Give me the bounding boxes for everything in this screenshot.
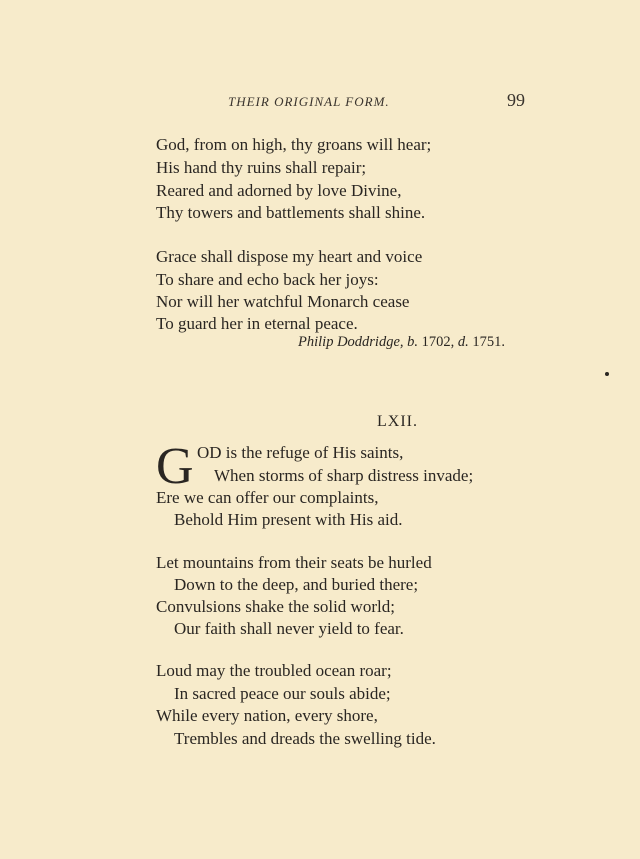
poem1-stanza2-line2: To share and echo back her joys:	[156, 270, 379, 289]
poem2-stanza3-line3: While every nation, every shore,	[156, 706, 378, 725]
poem1-stanza1-line4: Thy towers and battlements shall shine.	[156, 203, 426, 222]
poem2-stanza2-line2: Down to the deep, and buried there;	[174, 575, 419, 594]
poem1-stanza1-line1: God, from on high, thy groans will hear;	[156, 135, 432, 154]
poem2-stanza1-line4: Behold Him present with His aid.	[174, 510, 403, 529]
poem2-stanza2-line4: Our faith shall never yield to fear.	[174, 619, 404, 638]
hymn-number: LXII.	[377, 413, 418, 430]
poem2-stanza3-line4: Trembles and dreads the swelling tide.	[174, 729, 436, 748]
poem1-stanza1-line2: His hand thy ruins shall repair;	[156, 158, 367, 177]
ink-speck	[605, 372, 609, 376]
attribution-born-label: b.	[407, 334, 419, 350]
poem2-stanza3-line1: Loud may the troubled ocean roar;	[156, 661, 392, 680]
poem1-stanza2-line3: Nor will her watchful Monarch cease	[156, 292, 410, 311]
poem1-stanza2-line1: Grace shall dispose my heart and voice	[156, 247, 423, 266]
poem2-stanza1-line1: OD is the refuge of His saints,	[197, 443, 404, 462]
page-number: 99	[507, 90, 525, 110]
attribution-born-year: 1702,	[421, 334, 455, 350]
poem2-stanza2-line1: Let mountains from their seats be hurled	[156, 553, 432, 572]
poem2-stanza1-line2: When storms of sharp distress invade;	[214, 466, 474, 485]
drop-cap: G	[156, 438, 194, 495]
attribution-author: Philip Doddridge,	[298, 334, 404, 350]
poem2-stanza1-line3: Ere we can offer our complaints,	[156, 488, 379, 507]
attribution-died-year: 1751.	[472, 334, 506, 350]
attribution	[298, 334, 505, 351]
running-head: THEIR ORIGINAL FORM.	[228, 94, 390, 109]
poem2-stanza2-line3: Convulsions shake the solid world;	[156, 597, 395, 616]
poem1-stanza1-line3: Reared and adorned by love Divine,	[156, 181, 402, 200]
attribution-died-label: d.	[457, 334, 469, 350]
poem1-stanza2-line4: To guard her in eternal peace.	[156, 314, 358, 333]
poem2-stanza3-line2: In sacred peace our souls abide;	[174, 684, 391, 703]
